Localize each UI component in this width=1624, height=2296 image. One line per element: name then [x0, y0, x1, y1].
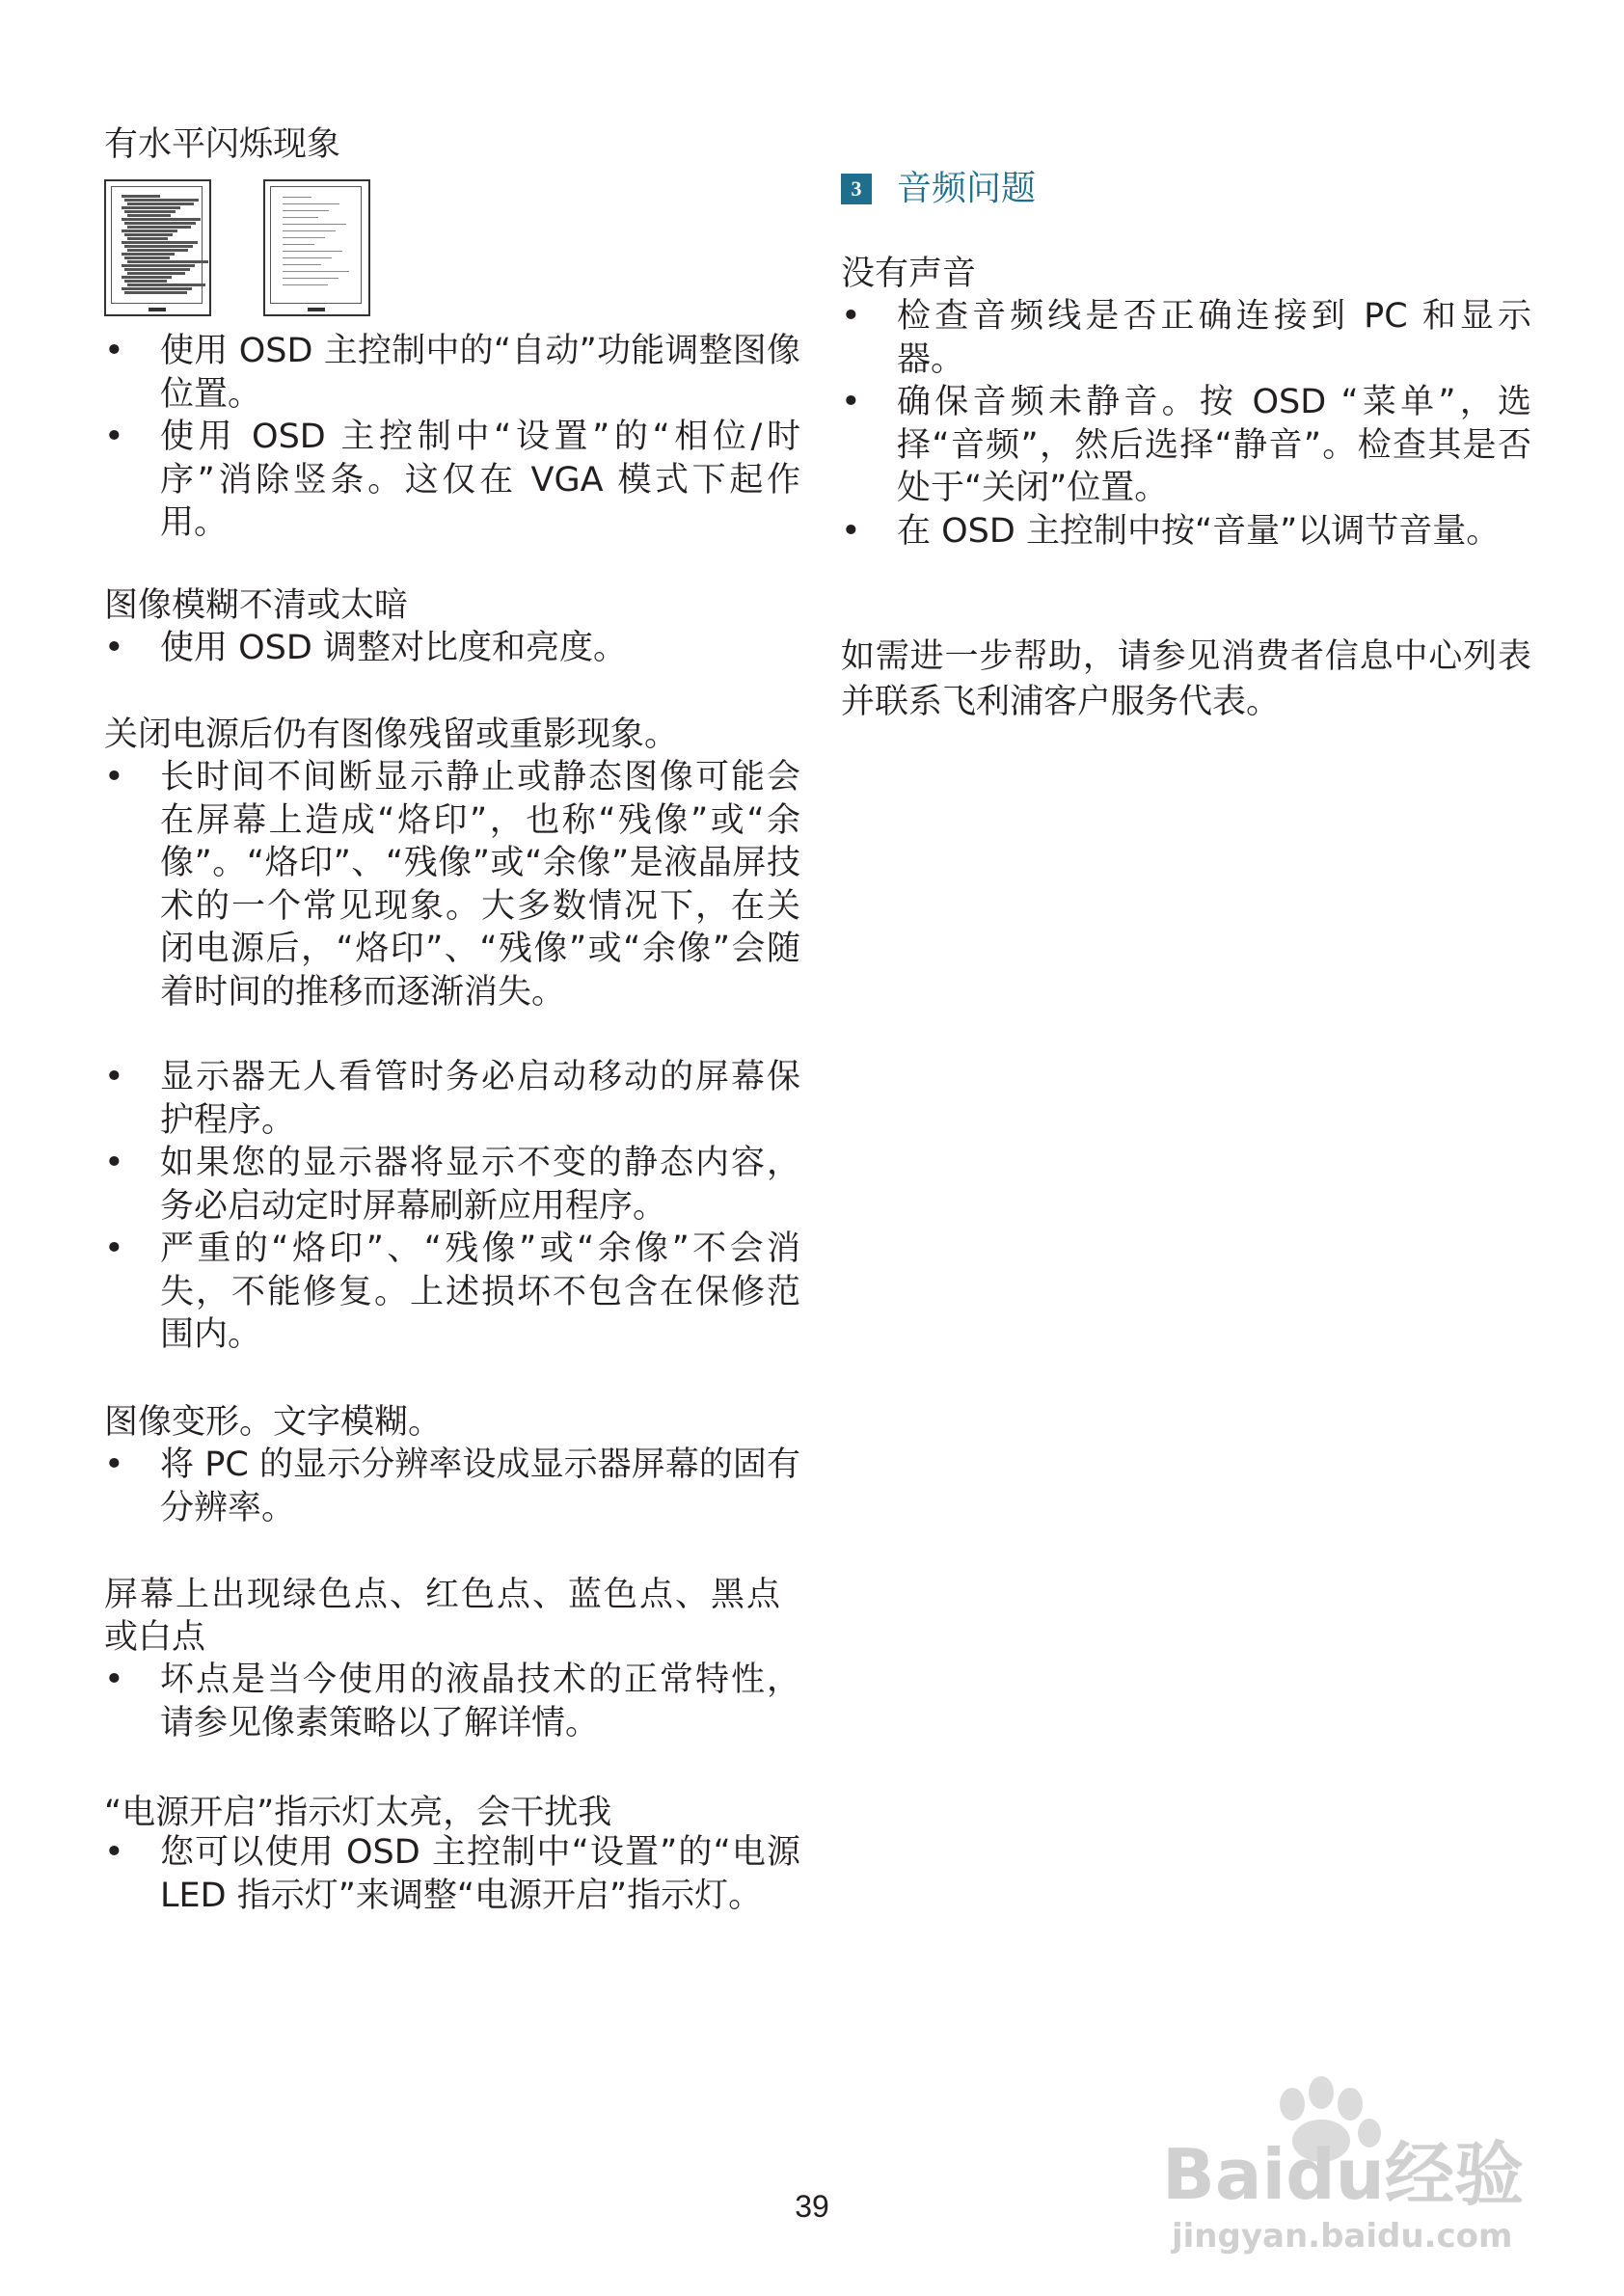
flicker-line: [122, 230, 177, 232]
bullet-item: • 您可以使用 OSD 主控制中“设置”的“电源 LED 指示灯”来调整“电源开启”指示灯。: [104, 1833, 800, 1915]
flicker-line: [124, 280, 167, 283]
normal-screen-image: [263, 179, 370, 316]
watermark-url: jingyan.baidu.com: [1172, 2217, 1513, 2255]
flicker-line: [124, 210, 176, 213]
bullet-item: • 长时间不间断显示静止或静态图像可能会在屏幕上造成“烙印”，也称“残像”或“余像”。“烙印”、“残像”或“余像”是液晶屏技术的一个常见现象。大多数情况下，在关闭电源后，“烙印”、“残像”或“余像”会随着时间的推移而逐渐消失。: [104, 758, 800, 1012]
bullet-item: • 将 PC 的显示分辨率设成显示器屏幕的固有分辨率。: [104, 1445, 800, 1527]
heading-distortion: 图像变形。文字模糊。: [104, 1403, 443, 1442]
flicker-line: [127, 249, 188, 252]
flicker-line: [122, 287, 192, 290]
heading-horizontal-flicker: 有水平闪烁现象: [104, 125, 341, 164]
flicker-line: [122, 195, 160, 198]
flicker-line: [127, 272, 185, 275]
flicker-line: [124, 291, 187, 294]
heading-image-persistence: 关闭电源后仍有图像残留或重影现象。: [104, 716, 679, 754]
flicker-line: [122, 218, 201, 221]
page-number: 39: [795, 2189, 829, 2224]
heading-no-sound: 没有声音: [841, 255, 977, 293]
bullet-item: • 坏点是当今使用的液晶技术的正常特性，请参见像素策略以了解详情。: [104, 1661, 800, 1742]
heading-dead-pixels-cont: 或白点: [104, 1618, 206, 1657]
normal-line: [283, 264, 321, 265]
normal-line: [283, 257, 332, 258]
section-title: 音频问题: [897, 169, 1037, 208]
flicker-line: [122, 253, 175, 256]
normal-line: [283, 203, 339, 204]
normal-line: [283, 210, 329, 211]
bullet-item: • 确保音频未静音。按 OSD “菜单”，选择“音频”，然后选择“静音”。检查其是否处于“关闭”位置。: [841, 383, 1531, 507]
normal-line: [283, 237, 325, 238]
flicker-line: [124, 268, 190, 271]
flicker-line: [124, 257, 170, 259]
flicker-line: [127, 226, 191, 229]
flicker-screen-image: [104, 179, 211, 316]
normal-screen-lines: [270, 186, 362, 304]
closing-paragraph: 如需进一步帮助，请参见消费者信息中心列表并联系飞利浦客户服务代表。: [841, 637, 1531, 721]
normal-line: [283, 217, 318, 218]
flicker-line: [124, 245, 193, 248]
bullet-item: • 使用 OSD 调整对比度和亮度。: [104, 629, 627, 667]
flicker-line: [127, 284, 205, 286]
normal-line: [283, 278, 338, 279]
bullet-item: • 显示器无人看管时务必启动移动的屏幕保护程序。: [104, 1058, 800, 1140]
bullet-item: • 在 OSD 主控制中按“音量”以调节音量。: [841, 512, 1501, 551]
heading-blurry-dark: 图像模糊不清或太暗: [104, 586, 409, 625]
section-number-badge: 3: [841, 174, 872, 204]
heading-power-led: “电源开启”指示灯太亮，会干扰我: [104, 1794, 612, 1832]
bullet-item: • 如果您的显示器将显示不变的静态内容，务必启动定时屏幕刷新应用程序。: [104, 1144, 800, 1226]
baidu-watermark-logo: [1152, 2064, 1557, 2256]
flicker-line: [124, 199, 199, 202]
flicker-line: [124, 222, 196, 225]
heading-dead-pixels: 屏幕上出现绿色点、红色点、蓝色点、黑点: [104, 1576, 783, 1614]
watermark-brand: Baidu经验: [1162, 2134, 1524, 2215]
normal-line: [283, 271, 349, 272]
normal-line: [283, 230, 336, 231]
flicker-line: [127, 237, 168, 240]
normal-line: [283, 251, 342, 252]
bullet-item: • 严重的“烙印”、“残像”或“余像”不会消失，不能修复。上述损坏不包含在保修范围内。: [104, 1229, 800, 1354]
flicker-line: [122, 276, 172, 279]
bullet-item: • 使用 OSD 主控制中的“自动”功能调整图像位置。: [104, 332, 800, 414]
flicker-line: [124, 233, 173, 236]
flicker-line: [122, 264, 195, 267]
flicker-line: [127, 260, 208, 263]
flicker-screen-lines: [111, 186, 203, 304]
flicker-line: [122, 206, 180, 209]
normal-line: [283, 244, 314, 245]
flicker-line: [127, 214, 171, 217]
normal-line: [283, 224, 346, 225]
flicker-line: [122, 241, 198, 244]
bullet-item: • 检查音频线是否正确连接到 PC 和显示器。: [841, 297, 1531, 379]
normal-line: [283, 284, 328, 285]
bullet-item: • 使用 OSD 主控制中“设置”的“相位/时序”消除竖条。这仅在 VGA 模式下起作用。: [104, 418, 800, 542]
normal-line: [283, 197, 311, 198]
flicker-line: [127, 203, 194, 205]
